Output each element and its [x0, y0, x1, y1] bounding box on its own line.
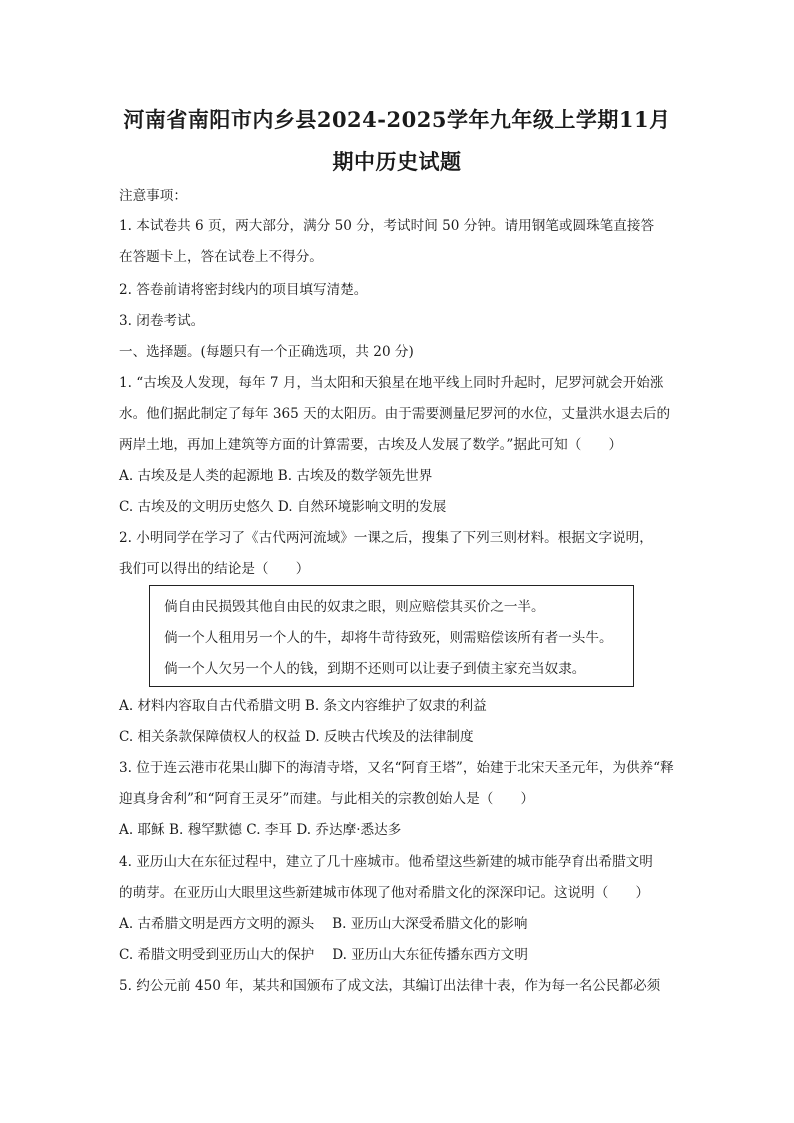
exam-title-line2: 期中历史试题 — [332, 149, 462, 174]
section-heading: 一、选择题。(每题只有一个正确选项，共 20 分) — [119, 344, 414, 360]
question-stem-line: 2. 小明同学在学习了《古代两河流域》一课之后，搜集了下列三则材料。根据文字说明， — [119, 530, 653, 546]
notice-item-3: 3. 闭卷考试。 — [119, 313, 205, 329]
question-options: A. 材料内容取自古代希腊文明 B. 条文内容维护了奴隶的利益 — [119, 698, 487, 714]
notice-heading: 注意事项： — [119, 188, 187, 204]
question-options: C. 相关条款保障债权人的权益 D. 反映古代埃及的法律制度 — [119, 729, 474, 745]
question-options: C. 希腊文明受到亚历山大的保护 D. 亚历山大东征传播东西方文明 — [119, 947, 528, 963]
notice-item-2: 2. 答卷前请将密封线内的项目填写清楚。 — [119, 282, 368, 298]
question-stem-line: 我们可以得出的结论是（ ） — [119, 561, 310, 577]
question-stem-line: 的萌芽。在亚历山大眼里这些新建城市体现了他对希腊文化的深深印记。这说明（ ） — [119, 885, 650, 901]
material-box — [149, 585, 634, 687]
material-line: 倘一个人欠另一个人的钱，到期不还则可以让妻子到债主家充当奴隶。 — [164, 661, 586, 677]
question-stem-line: 1. “古埃及人发现，每年 7 月，当太阳和天狼星在地平线上同时升起时，尼罗河就会开始涨 — [119, 375, 664, 391]
material-line: 倘自由民损毁其他自由民的奴隶之眼，则应赔偿其买价之一半。 — [164, 599, 545, 615]
notice-item-1-cont: 在答题卡上，答在试卷上不得分。 — [119, 249, 323, 265]
question-stem-line: 5. 约公元前 450 年，某共和国颁布了成文法，其编订出法律十表，作为每一名公民都必须 — [119, 978, 661, 994]
exam-title-line1: 河南省南阳市内乡县2024-2025学年九年级上学期11月 — [123, 107, 671, 132]
question-options: A. 古埃及是人类的起源地 B. 古埃及的数学领先世界 — [119, 468, 433, 484]
question-stem-line: 水。他们据此制定了每年 365 天的太阳历。由于需要测量尼罗河的水位，丈量洪水退去后的 — [119, 406, 671, 422]
notice-item-1: 1. 本试卷共 6 页，两大部分，满分 50 分，考试时间 50 分钟。请用钢笔或圆珠笔直接答 — [119, 218, 655, 234]
question-stem-line: 两岸土地，再加上建筑等方面的计算需要，古埃及人发展了数学。”据此可知（ ） — [119, 437, 623, 453]
question-stem-line: 迎真身舍利”和“阿育王灵牙”而建。与此相关的宗教创始人是（ ） — [119, 791, 535, 807]
material-line: 倘一个人租用另一个人的牛，却将牛苛待致死，则需赔偿该所有者一头牛。 — [164, 630, 613, 646]
question-options: C. 古埃及的文明历史悠久 D. 自然环境影响文明的发展 — [119, 499, 447, 515]
question-options: A. 耶稣 B. 穆罕默德 C. 李耳 D. 乔达摩·悉达多 — [119, 822, 402, 838]
question-stem-line: 3. 位于连云港市花果山脚下的海清寺塔，又名“阿育王塔”，始建于北宋天圣元年，为供养“释 — [119, 760, 674, 776]
question-stem-line: 4. 亚历山大在东征过程中，建立了几十座城市。他希望这些新建的城市能孕育出希腊文明 — [119, 854, 653, 870]
question-options: A. 古希腊文明是西方文明的源头 B. 亚历山大深受希腊文化的影响 — [119, 916, 528, 932]
